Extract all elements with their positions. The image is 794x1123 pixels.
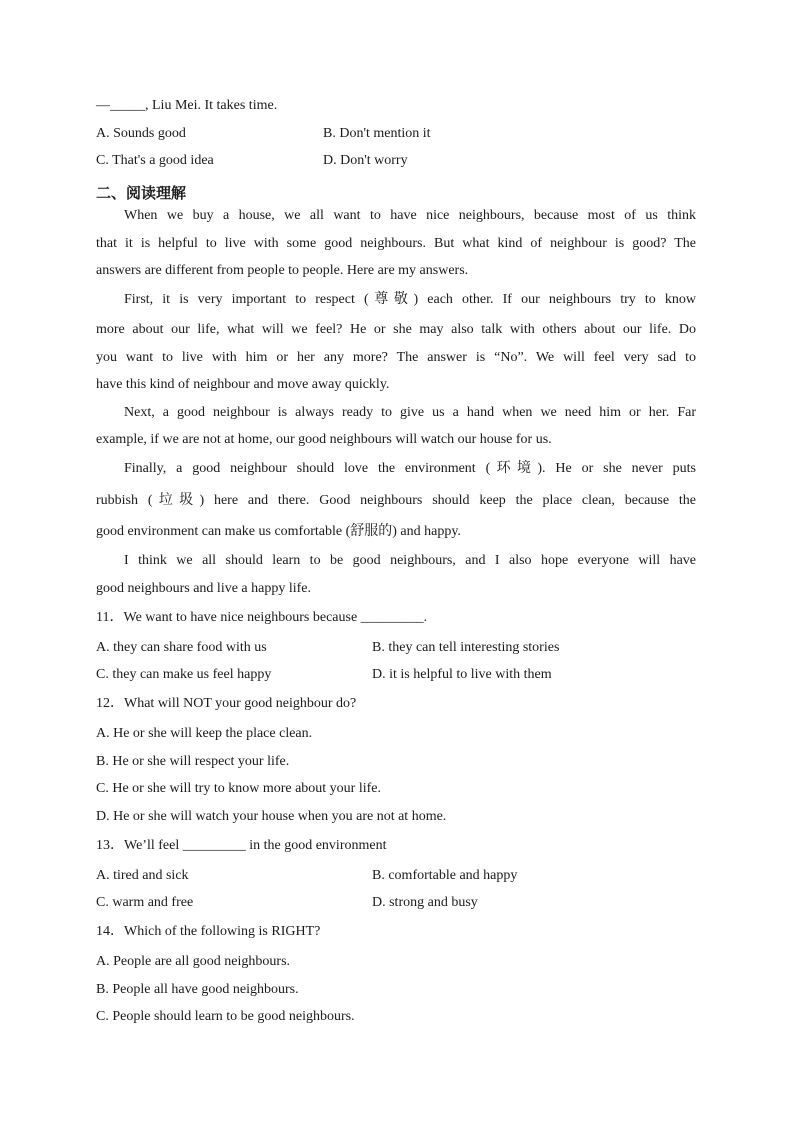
question-stem: 14．Which of the following is RIGHT? [96, 924, 321, 939]
passage-line: answers are different from people to people. Here are my answers. [96, 263, 469, 278]
option-a: A. tired and sick [96, 868, 189, 883]
option-a: A. People are all good neighbours. [96, 954, 291, 969]
option-a: A. Sounds good [96, 126, 186, 141]
option-c: C. That's a good idea [96, 153, 214, 168]
option-c: C. He or she will try to know more about your life. [96, 781, 382, 796]
option-d: D. it is helpful to live with them [372, 667, 552, 682]
option-d: D. strong and busy [372, 895, 478, 910]
option-c: C. they can make us feel happy [96, 667, 272, 682]
question-stem: 12．What will NOT your good neighbour do? [96, 696, 357, 711]
option-c: C. warm and free [96, 895, 194, 910]
passage-line: that it is helpful to live with some good neighbours. But what kind of neighbour is good? The [96, 236, 696, 251]
option-b: B. comfortable and happy [372, 868, 518, 883]
option-d: D. He or she will watch your house when you are not at home. [96, 809, 447, 824]
option-b: B. People all have good neighbours. [96, 982, 299, 997]
passage-line: more about our life, what will we feel? He or she may also talk with others about our life. Do [96, 322, 696, 337]
option-d: D. Don't worry [323, 153, 408, 168]
passage-line: rubbish (垃圾) here and there. Good neighbours should keep the place clean, because the [96, 493, 696, 508]
option-b: B. He or she will respect your life. [96, 754, 290, 769]
passage-line: Finally, a good neighbour should love the environment (环境). He or she never puts [124, 461, 696, 476]
passage-line: good neighbours and live a happy life. [96, 581, 312, 596]
question-stem: 11．We want to have nice neighbours because _________. [96, 610, 428, 625]
option-b: B. Don't mention it [323, 126, 431, 141]
dialog-line: —_____, Liu Mei. It takes time. [96, 98, 278, 113]
passage-line: you want to live with him or her any more? The answer is “No”. We will feel very sad to [96, 350, 696, 365]
passage-line: First, it is very important to respect (尊敬) each other. If our neighbours try to know [124, 292, 696, 307]
option-a: A. He or she will keep the place clean. [96, 726, 313, 741]
section-heading: 二、阅读理解 [96, 184, 187, 202]
passage-line: I think we all should learn to be good neighbours, and I also hope everyone will have [124, 553, 696, 568]
passage-line: When we buy a house, we all want to have nice neighbours, because most of us think [124, 208, 696, 223]
option-c: C. People should learn to be good neighbours. [96, 1009, 355, 1024]
passage-line: good environment can make us comfortable (舒服的) and happy. [96, 524, 461, 539]
question-stem: 13．We’ll feel _________ in the good environment [96, 838, 387, 853]
option-a: A. they can share food with us [96, 640, 267, 655]
passage-line: have this kind of neighbour and move away quickly. [96, 377, 390, 392]
option-b: B. they can tell interesting stories [372, 640, 560, 655]
passage-line: example, if we are not at home, our good neighbours will watch our house for us. [96, 432, 552, 447]
passage-line: Next, a good neighbour is always ready to give us a hand when we need him or her. Far [124, 405, 696, 420]
